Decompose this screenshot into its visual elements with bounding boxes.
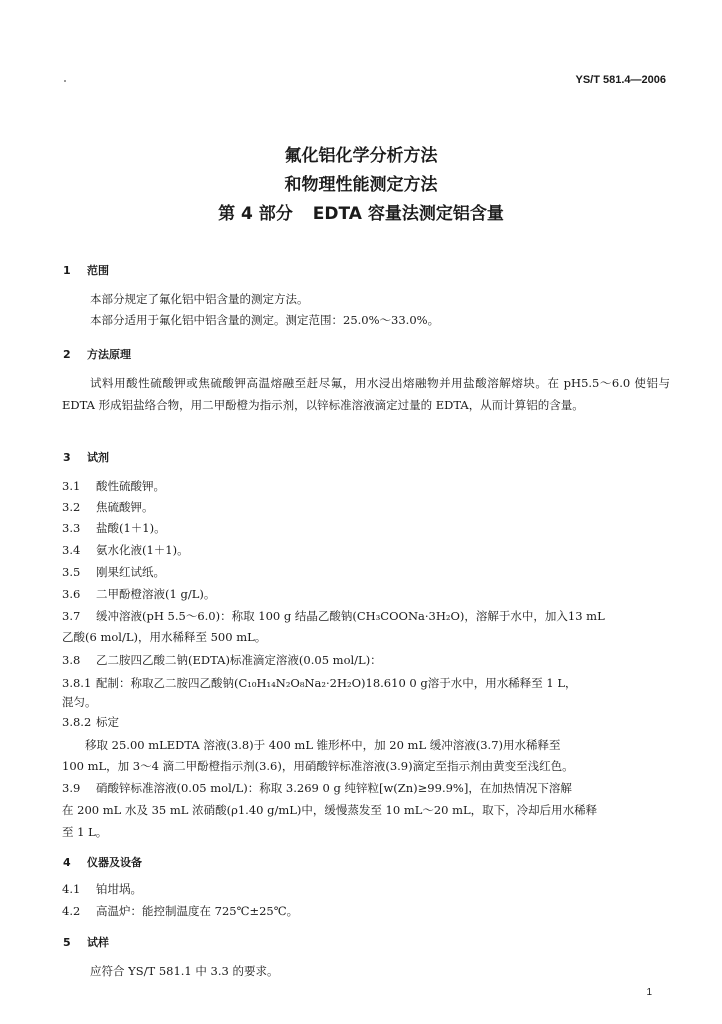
title-line-3 <box>0 199 722 224</box>
reagent-item: 3.9 硝酸锌标准溶液(0.05 mol/L)：称取 3.269 0 g 纯锌粒[w(Zn)≥99.9%]，在加热情况下溶解 <box>62 781 572 795</box>
reagent-continuation: 至 1 L。 <box>62 825 108 839</box>
section-heading-2: 2 方法原理 <box>63 348 131 361</box>
sample-paragraph: 应符合 YS/T 581.1 中 3.3 的要求。 <box>90 964 279 978</box>
title-line-1: 氟化铝化学分析方法 <box>284 146 438 166</box>
title-part: 第 4 部分 <box>218 204 293 224</box>
section-heading-3: 3 试剂 <box>63 451 109 464</box>
reagent-item: 3.4 氨水化液(1＋1)。 <box>62 543 189 557</box>
reagent-continuation: 在 200 mL 水及 35 mL 浓硝酸(ρ1.40 g/mL)中，缓慢蒸发至 10 mL～20 mL，取下，冷却后用水稀释 <box>62 803 598 817</box>
standard-number: YS/T 581.4—2006 <box>575 74 666 86</box>
reagent-item: 3.8 乙二胺四乙酸二钠(EDTA)标准滴定溶液(0.05 mol/L)： <box>62 653 382 667</box>
reagent-item: 3.6 二甲酚橙溶液(1 g/L)。 <box>62 587 216 601</box>
section-heading-5: 5 试样 <box>63 936 109 949</box>
reagent-item: 3.3 盐酸(1＋1)。 <box>62 521 166 535</box>
reagent-item: 3.8.2 标定 <box>62 715 119 729</box>
equipment-item: 4.1 铂坩埚。 <box>62 882 142 896</box>
section-heading-4: 4 仪器及设备 <box>63 856 142 869</box>
reagent-item: 3.2 焦硫酸钾。 <box>62 500 154 514</box>
reagent-item: 3.7 缓冲溶液(pH 5.5～6.0)：称取 100 g 结晶乙酸钠(CH₃COONa·3H₂O)，溶解于水中，加入13 mL <box>62 609 605 623</box>
section-heading-1: 1 范围 <box>63 264 109 277</box>
reagent-item: 3.8.1 配制：称取乙二胺四乙酸钠(C₁₀H₁₄N₂O₈Na₂·2H₂O)18.610 0 g溶于水中，用水稀释至 1 L， <box>62 676 577 690</box>
scope-paragraph-2: 本部分适用于氟化铝中铝含量的测定。测定范围：25.0%～33.0%。 <box>90 313 440 327</box>
page-number: 1 <box>646 987 652 998</box>
reagent-item: 3.5 刚果红试纸。 <box>62 565 165 579</box>
scope-paragraph-1: 本部分规定了氟化铝中铝含量的测定方法。 <box>90 292 309 306</box>
scan-speck <box>64 80 66 82</box>
reagent-continuation: 混匀。 <box>62 695 97 709</box>
reagent-continuation: 100 mL，加 3～4 滴二甲酚橙指示剂(3.6)，用硝酸锌标准溶液(3.9)滴定至指示剂由黄变至浅红色。 <box>62 759 574 773</box>
principle-paragraph: 试料用酸性硫酸钾或焦硫酸钾高温熔融至赶尽氟，用水浸出熔融物并用盐酸溶解熔块。在 pH5.5～6.0 使铝与 EDTA 形成铝盐络合物，用二甲酚橙为指示剂，以锌标准溶液滴定过量的 EDTA，从而计算铝的含量。 <box>62 376 670 412</box>
reagent-continuation: 移取 25.00 mLEDTA 溶液(3.8)于 400 mL 锥形杯中，加 20 mL 缓冲溶液(3.7)用水稀释至 <box>62 738 561 752</box>
title-subject: EDTA 容量法测定铝含量 <box>312 204 504 224</box>
title-line-2: 和物理性能测定方法 <box>284 175 438 195</box>
equipment-item: 4.2 高温炉：能控制温度在 725℃±25℃。 <box>62 904 299 918</box>
reagent-continuation: 乙酸(6 mol/L)，用水稀释至 500 mL。 <box>62 630 267 644</box>
reagent-item: 3.1 酸性硫酸钾。 <box>62 479 165 493</box>
